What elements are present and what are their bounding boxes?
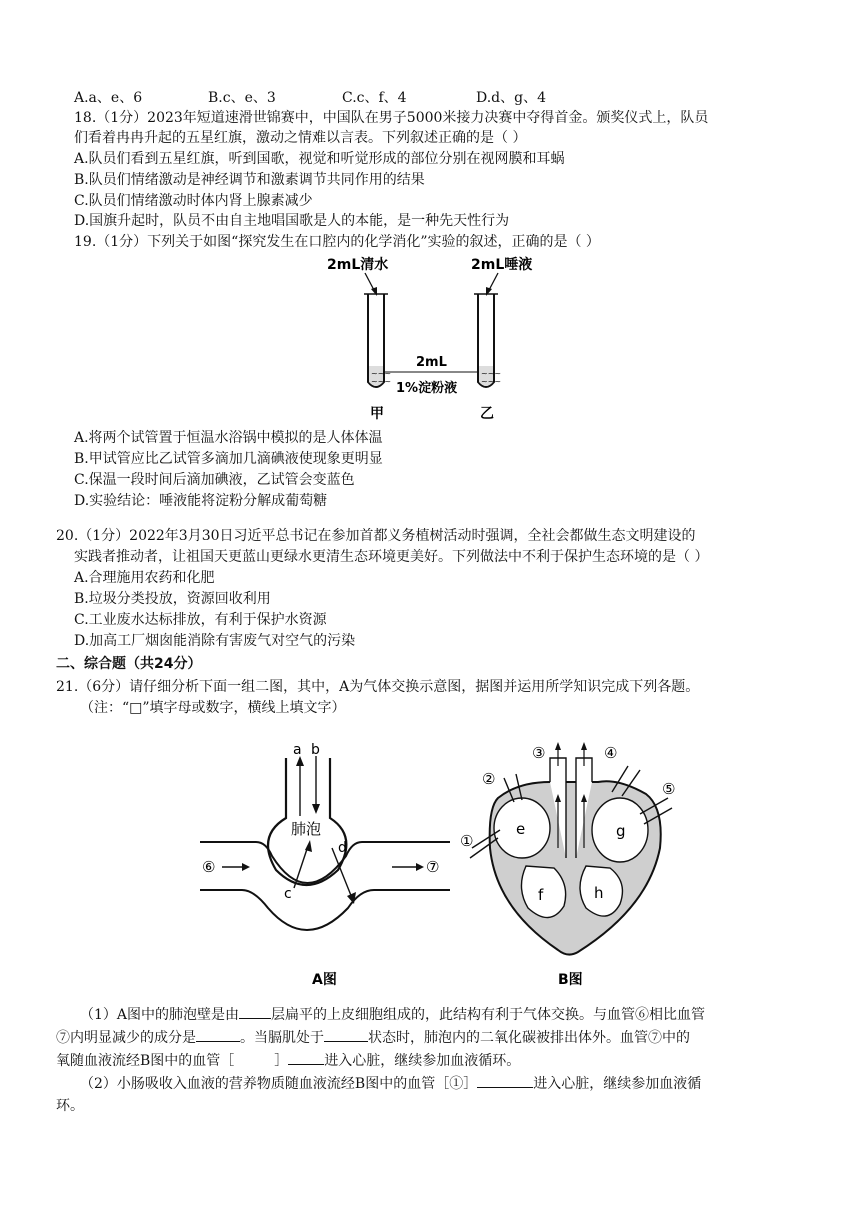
q17-option-b: B.c、e、3: [208, 90, 276, 106]
chamber-h-label: h: [594, 884, 604, 902]
gas-exchange-figure: [196, 738, 454, 990]
q20-option-d: D.加高工厂烟囱能消除有害废气对空气的污染: [74, 633, 356, 649]
q17-option-d: D.d、g、4: [476, 90, 547, 106]
q21-part1-line3: 氧随血液流经B图中的血管［ ］ 进入心脏，继续参加血液循环。: [56, 1050, 520, 1071]
q19-option-a: A.将两个试管置于恒温水浴锅中模拟的是人体体温: [74, 430, 383, 446]
q18-option-b: B.队员们情绪激动是神经调节和激素调节共同作用的结果: [74, 172, 425, 188]
tube2-top-label: 2mL唾液: [471, 257, 533, 273]
chamber-f-label: f: [538, 886, 544, 904]
figure-b-caption: B图: [558, 972, 583, 988]
svg-text:~~~: ~~~: [481, 377, 502, 386]
volume-label: 2mL: [416, 355, 447, 370]
section-title: 二、综合题（共24分）: [56, 656, 202, 672]
q18-stem-line2: 们看着冉冉升起的五星红旗，激动之情难以言表。下列叙述正确的是（ ）: [74, 130, 527, 146]
q19-stem: 19.（1分）下列关于如图“探究发生在口腔内的化学消化”实验的叙述，正确的是（ ）: [74, 234, 600, 250]
arrow-d-label: d: [338, 840, 347, 856]
q18-option-a: A.队员们看到五星红旗，听到国歌，视觉和听觉形成的部位分别在视网膜和耳蜗: [74, 151, 565, 167]
q17-option-a: A.a、e、6: [74, 90, 143, 106]
q21-part1-line2: ⑦内明显减少的成分是 。当膈肌处于 状态时，肺泡内的二氧化碳被排出体外。血管⑦中的: [56, 1027, 690, 1048]
q20-option-c: C.工业废水达标排放，有利于保护水资源: [74, 612, 327, 628]
vessel-5-label: ⑤: [662, 780, 676, 798]
chamber-g-label: g: [616, 822, 626, 840]
q19-option-d: D.实验结论：唾液能将淀粉分解成葡萄糖: [74, 493, 328, 509]
q21-part2-line1: （2）小肠吸收入血液的营养物质随血液流经B图中的血管［①］ 进入心脏，继续参加血液循: [80, 1073, 701, 1094]
vessel-7-label: ⑦: [426, 858, 440, 876]
tube2-name: 乙: [480, 406, 494, 422]
arrow-c-label: c: [284, 886, 292, 902]
q19-option-c: C.保温一段时间后滴加碘液，乙试管会变蓝色: [74, 472, 355, 488]
q18-stem-line1: 18.（1分）2023年短道速滑世锦赛中，中国队在男子5000米接力决赛中夺得首金。颁奖仪式上，队员: [74, 110, 709, 126]
vessel-4-label: ④: [604, 744, 618, 762]
arrow-a-label: a: [293, 742, 302, 758]
vessel-6-label: ⑥: [202, 858, 216, 876]
blank-layer-count[interactable]: [239, 1004, 271, 1019]
tube-yi: [474, 294, 501, 387]
blank-vessel-name[interactable]: [288, 1050, 324, 1065]
test-tube-figure: [300, 254, 540, 424]
q20-option-b: B.垃圾分类投放，资源回收利用: [74, 591, 271, 607]
blank-reduced-component[interactable]: [196, 1027, 240, 1042]
q21-stem-line2: （注：“□”填字母或数字，横线上填文字）: [80, 700, 346, 716]
figure-a-caption: A图: [312, 972, 337, 988]
svg-text:~~~: ~~~: [481, 369, 502, 378]
chamber-e-label: e: [516, 820, 526, 838]
blank-vessel-1-name[interactable]: [477, 1073, 533, 1088]
heart-figure: [458, 738, 704, 990]
vessel-2-label: ②: [482, 770, 496, 788]
starch-label: 1%淀粉液: [396, 381, 458, 396]
q21-part2-line2: 环。: [56, 1098, 84, 1114]
svg-text:~~~: ~~~: [371, 369, 392, 378]
tube-jia: [364, 294, 391, 387]
q21-stem-line1: 21.（6分）请仔细分析下面一组二图，其中，A为气体交换示意图，据图并运用所学知识完成下列各题。: [56, 679, 700, 695]
q20-stem-line1: 20.（1分）2022年3月30日习近平总书记在参加首都义务植树活动时强调，全社会都做生态文明建设的: [56, 528, 696, 544]
blank-diaphragm-state[interactable]: [324, 1027, 368, 1042]
q18-option-d: D.国旗升起时，队员不由自主地唱国歌是人的本能，是一种先天性行为: [74, 213, 510, 229]
q20-option-a: A.合理施用农药和化肥: [74, 570, 215, 586]
q18-option-c: C.队员们情绪激动时体内肾上腺素减少: [74, 193, 313, 209]
q20-stem-line2: 实践者推动者，让祖国天更蓝山更绿水更清生态环境更美好。下列做法中不利于保护生态环境的是（ ）: [74, 549, 709, 565]
q21-part1-line1: （1）A图中的肺泡壁是由 层扁平的上皮细胞组成的，此结构有利于气体交换。与血管⑥相比血管: [80, 1004, 705, 1025]
q17-option-c: C.c、f、4: [342, 90, 407, 106]
alveolus-label: 肺泡: [291, 820, 322, 838]
arrow-b-label: b: [311, 742, 320, 758]
tube1-name: 甲: [370, 406, 384, 422]
svg-text:~~~: ~~~: [371, 377, 392, 386]
q17-options: [74, 88, 610, 108]
vessel-1-label: ①: [460, 832, 474, 850]
vessel-3-label: ③: [532, 744, 546, 762]
q19-option-b: B.甲试管应比乙试管多滴加几滴碘液使现象更明显: [74, 451, 383, 467]
tube1-top-label: 2mL清水: [327, 257, 389, 273]
